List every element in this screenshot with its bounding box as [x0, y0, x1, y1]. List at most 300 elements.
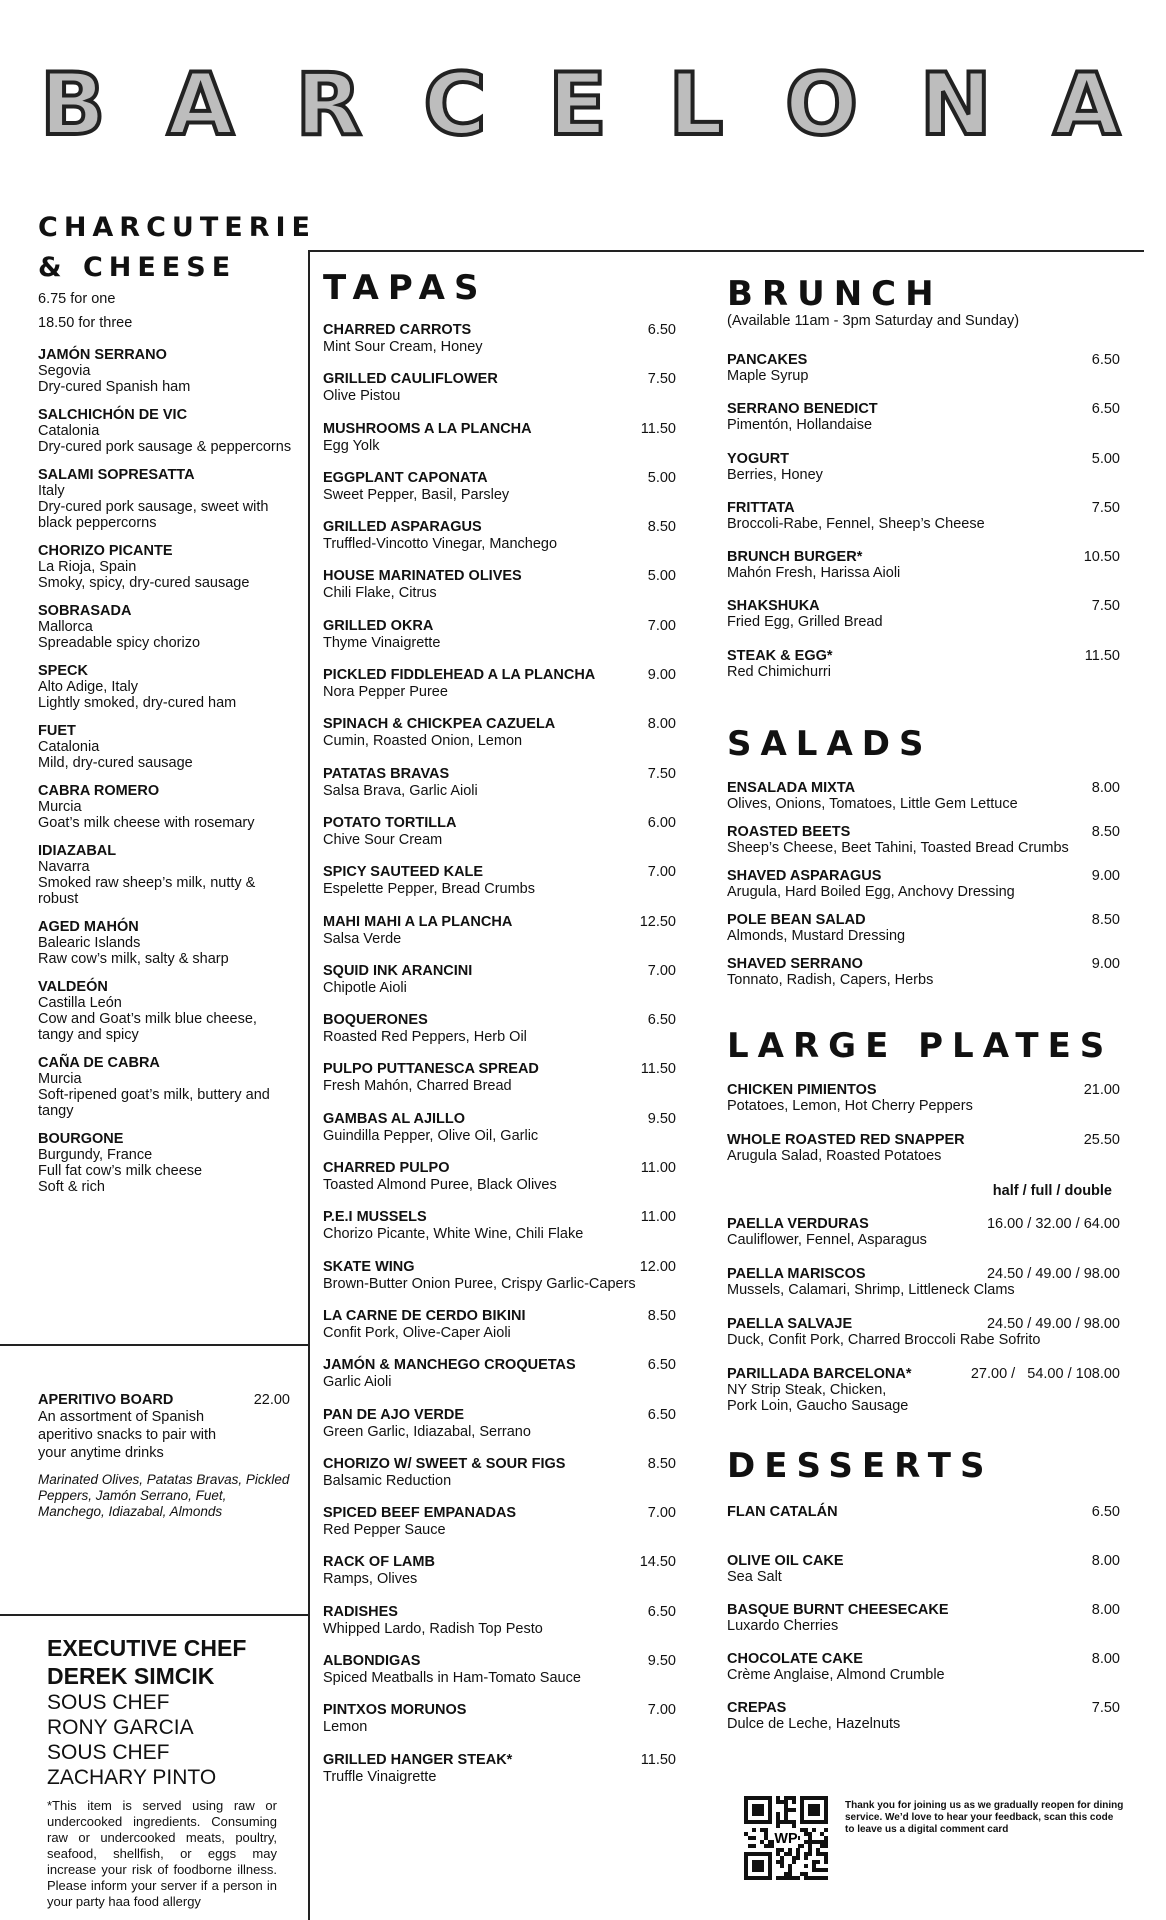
tapas-list: [323, 322, 676, 1801]
feedback-qr-code[interactable]: [744, 1796, 828, 1880]
item-price: 11.50: [640, 1061, 676, 1078]
sous-chef-name-1: RONY GARCIA: [47, 1716, 194, 1739]
qr-module: [824, 1840, 828, 1844]
qr-module: [812, 1876, 816, 1880]
charcuterie-item: [38, 543, 293, 591]
menu-item: [323, 1357, 676, 1406]
qr-module: [784, 1816, 788, 1820]
menu-item: [727, 598, 1120, 647]
paella-list: [727, 1216, 1120, 1366]
qr-module: [788, 1864, 792, 1868]
item-name: CHORIZO PICANTE: [38, 543, 173, 559]
qr-module: [764, 1836, 768, 1840]
item-price: 11.00: [640, 1160, 676, 1177]
qr-module: [808, 1840, 812, 1844]
menu-item: [727, 1553, 1120, 1602]
desserts-list: [727, 1504, 1120, 1749]
item-name: SKATE WING: [323, 1258, 415, 1275]
item-description: Chorizo Picante, White Wine, Chili Flake: [323, 1226, 584, 1243]
item-detail: Smoky, spicy, dry-cured sausage: [38, 575, 250, 591]
item-description: Truffle Vinaigrette: [323, 1768, 437, 1785]
qr-module: [816, 1876, 820, 1880]
qr-module: [776, 1824, 780, 1828]
menu-item: [727, 780, 1120, 824]
menu-item: [323, 963, 676, 1012]
item-name: PARILLADA BARCELONA*: [727, 1366, 912, 1382]
qr-module: [792, 1808, 796, 1812]
item-detail: Burgundy, France: [38, 1147, 153, 1163]
item-name: GRILLED CAULIFLOWER: [323, 371, 498, 388]
item-name: STEAK & EGG*: [727, 647, 833, 664]
qr-module: [816, 1840, 820, 1844]
item-price: 6.50: [1091, 352, 1120, 368]
item-description: Green Garlic, Idiazabal, Serrano: [323, 1423, 531, 1440]
qr-module: [788, 1808, 792, 1812]
item-detail: Mallorca: [38, 619, 93, 635]
menu-item: [323, 667, 676, 716]
qr-module: [788, 1852, 792, 1856]
menu-item: [323, 864, 676, 913]
qr-module: [824, 1876, 828, 1880]
item-detail: La Rioja, Spain: [38, 559, 137, 575]
qr-module: [792, 1856, 796, 1860]
item-detail: Murcia: [38, 1071, 82, 1087]
qr-module: [744, 1832, 748, 1836]
item-description: Crème Anglaise, Almond Crumble: [727, 1667, 945, 1683]
charcuterie-item: [38, 663, 293, 711]
qr-module: [808, 1832, 812, 1836]
item-price: 11.50: [1084, 647, 1120, 664]
qr-module: [784, 1820, 788, 1824]
item-name: WHOLE ROASTED RED SNAPPER: [727, 1132, 965, 1148]
item-price: 25.50: [1083, 1132, 1120, 1148]
item-name: P.E.I MUSSELS: [323, 1209, 427, 1226]
qr-module: [804, 1840, 808, 1844]
item-price: 8.00: [1091, 1553, 1120, 1569]
brand-letter: O: [784, 55, 859, 155]
item-description: Almonds, Mustard Dressing: [727, 928, 906, 944]
qr-module: [812, 1860, 816, 1864]
charcuterie-item: [38, 783, 293, 831]
exec-chef-name: DEREK SIMCIK: [47, 1663, 215, 1689]
menu-item: [727, 868, 1120, 912]
charcuterie-list: [38, 347, 293, 1195]
item-price: 8.50: [1091, 912, 1120, 928]
item-name: YOGURT: [727, 450, 790, 467]
item-price: 8.00: [1091, 1602, 1120, 1618]
qr-module: [780, 1848, 784, 1852]
menu-item: [323, 1061, 676, 1110]
qr-module: [784, 1876, 788, 1880]
qr-module: [752, 1860, 764, 1872]
menu-item: [727, 912, 1120, 956]
item-name: BOURGONE: [38, 1131, 124, 1147]
item-description: Mint Sour Cream, Honey: [323, 339, 483, 355]
menu-item: [323, 716, 676, 765]
qr-module: [808, 1848, 812, 1852]
qr-module: [796, 1852, 800, 1856]
menu-item: [323, 421, 676, 470]
item-name: PICKLED FIDDLEHEAD A LA PLANCHA: [323, 667, 596, 684]
item-description: Garlic Aioli: [323, 1374, 392, 1391]
item-name: SHAKSHUKA: [727, 598, 820, 615]
menu-item: [323, 371, 676, 420]
item-detail: Dry-cured pork sausage, sweet with black peppercorns: [38, 499, 269, 531]
item-price: 7.00: [647, 617, 676, 634]
charcuterie-section: [38, 287, 293, 1207]
item-price: 9.50: [647, 1653, 676, 1670]
menu-item: [323, 568, 676, 617]
item-description: Tonnato, Radish, Capers, Herbs: [727, 972, 934, 988]
item-detail: Catalonia: [38, 423, 100, 439]
item-name: SHAVED SERRANO: [727, 956, 863, 972]
charcuterie-item: [38, 1055, 293, 1119]
item-name: SERRANO BENEDICT: [727, 401, 878, 418]
item-price: 7.50: [647, 371, 676, 388]
menu-item: [727, 401, 1120, 450]
brand-letter: L: [668, 55, 724, 155]
item-price: 6.50: [1091, 1504, 1120, 1520]
qr-module: [808, 1876, 812, 1880]
aperitivo-desc: An assortment of Spanish aperitivo snacks to pair with your anytime drinks: [38, 1409, 217, 1461]
item-description: Broccoli-Rabe, Fennel, Sheep’s Cheese: [727, 515, 985, 532]
item-name: SHAVED ASPARAGUS: [727, 868, 882, 884]
qr-module: [804, 1872, 808, 1876]
aperitivo-detail: Marinated Olives, Patatas Bravas, Pickled Peppers, Jamón Serrano, Fuet, Manchego, Idiazabal, Almonds: [38, 1472, 290, 1519]
menu-item: [323, 1111, 676, 1160]
qr-module: [796, 1848, 800, 1852]
item-price: 10.50: [1083, 549, 1120, 566]
item-description: Balsamic Reduction: [323, 1472, 452, 1489]
item-detail: Goat’s milk cheese with rosemary: [38, 815, 255, 831]
qr-module: [824, 1828, 828, 1832]
item-name: SOBRASADA: [38, 603, 132, 619]
menu-item: [727, 648, 1120, 697]
qr-module: [800, 1872, 804, 1876]
qr-module: [788, 1868, 792, 1872]
qr-module: [804, 1864, 808, 1868]
item-detail: Dry-cured Spanish ham: [38, 379, 191, 395]
brand-letter: A: [1053, 55, 1120, 155]
qr-module: [812, 1840, 816, 1844]
item-name: PULPO PUTTANESCA SPREAD: [323, 1061, 539, 1078]
item-description: Pimentón, Hollandaise: [727, 417, 873, 434]
item-name: PAELLA VERDURAS: [727, 1216, 869, 1232]
item-name: OLIVE OIL CAKE: [727, 1553, 844, 1569]
item-name: SQUID INK ARANCINI: [323, 962, 473, 979]
item-name: MAHI MAHI A LA PLANCHA: [323, 913, 513, 930]
menu-item: [323, 1308, 676, 1357]
menu-item: [727, 1651, 1120, 1700]
item-price: 6.50: [647, 1406, 676, 1423]
item-description: Fried Egg, Grilled Bread: [727, 614, 883, 631]
qr-module: [824, 1860, 828, 1864]
item-price: 9.50: [647, 1110, 676, 1127]
menu-item: [323, 1752, 676, 1801]
menu-item: [323, 1554, 676, 1603]
raw-food-disclaimer: *This item is served using raw or undercooked ingredients. Consuming raw or undercooked meats, poultry, seafood, shellfish, or eggs may increase your risk of foodborne illness. Please inform your server if a person in your party haa food allergy: [47, 1798, 277, 1909]
menu-item: [727, 1504, 1120, 1553]
qr-module: [820, 1844, 824, 1848]
qr-module: [812, 1864, 816, 1868]
item-description: Toasted Almond Puree, Black Olives: [323, 1177, 557, 1194]
large-plates-list: [727, 1082, 1120, 1182]
item-price: 27.00 / 54.00 / 108.00: [970, 1366, 1120, 1382]
menu-item: [323, 1702, 676, 1751]
item-price: 24.50 / 49.00 / 98.00: [986, 1316, 1120, 1332]
item-description: Ramps, Olives: [323, 1571, 418, 1588]
menu-item: [323, 618, 676, 667]
item-description: Lemon: [323, 1719, 368, 1736]
charcuterie-heading: CHARCUTERIE & CHEESE: [38, 212, 316, 283]
item-price: 7.50: [1091, 598, 1120, 615]
menu-item: [727, 1216, 1120, 1266]
charcuterie-item: [38, 467, 293, 531]
item-description: Berries, Honey: [727, 466, 823, 483]
qr-module: [812, 1828, 816, 1832]
menu-item: [727, 1366, 1120, 1414]
menu-item: [727, 824, 1120, 868]
qr-module: [748, 1836, 752, 1840]
item-detail: Lightly smoked, dry-cured ham: [38, 695, 237, 711]
qr-module: [776, 1812, 780, 1816]
menu-item: [727, 1602, 1120, 1651]
qr-center-label: WP: [774, 1831, 798, 1848]
item-description: Espelette Pepper, Bread Crumbs: [323, 881, 535, 898]
qr-module: [752, 1828, 756, 1832]
qr-module: [784, 1808, 788, 1812]
qr-module: [804, 1856, 808, 1860]
item-price: 7.00: [647, 864, 676, 881]
qr-module: [776, 1860, 780, 1864]
item-detail: Catalonia: [38, 739, 100, 755]
qr-module: [824, 1852, 828, 1856]
qr-module: [792, 1796, 796, 1800]
qr-module: [816, 1868, 820, 1872]
qr-module: [776, 1800, 780, 1804]
qr-module: [796, 1856, 800, 1860]
item-name: RACK OF LAMB: [323, 1554, 435, 1571]
item-description: Cumin, Roasted Onion, Lemon: [323, 733, 523, 750]
item-name: SALAMI SOPRESATTA: [38, 467, 195, 483]
menu-item: [323, 1604, 676, 1653]
menu-item: [323, 1259, 676, 1308]
qr-module: [788, 1848, 792, 1852]
qr-module: [776, 1852, 780, 1856]
item-price: 5.00: [647, 469, 676, 486]
item-name: SPINACH & CHICKPEA CAZUELA: [323, 716, 556, 733]
item-description: Cauliflower, Fennel, Asparagus: [727, 1232, 927, 1248]
salads-list: [727, 780, 1120, 1000]
menu-item: [727, 549, 1120, 598]
qr-module: [776, 1848, 780, 1852]
brand-letter: E: [548, 55, 607, 155]
qr-module: [804, 1828, 808, 1832]
qr-module: [816, 1860, 820, 1864]
qr-module: [780, 1860, 784, 1864]
item-price: 8.00: [647, 716, 676, 733]
charcuterie-item: [38, 603, 293, 651]
qr-module: [808, 1836, 812, 1840]
item-price: 12.00: [639, 1258, 676, 1275]
column-divider-left: [308, 250, 310, 1920]
item-price: 7.00: [647, 962, 676, 979]
item-description: Sweet Pepper, Basil, Parsley: [323, 486, 510, 503]
qr-module: [820, 1868, 824, 1872]
item-price: 8.50: [647, 1307, 676, 1324]
menu-item: [323, 1407, 676, 1456]
qr-module: [816, 1848, 820, 1852]
item-price: 21.00: [1083, 1082, 1120, 1098]
qr-module: [760, 1828, 764, 1832]
item-price: 6.50: [647, 1357, 676, 1374]
charcuterie-item: [38, 407, 293, 455]
item-name: PAELLA MARISCOS: [727, 1266, 866, 1282]
brand-letter: C: [423, 55, 487, 155]
qr-module: [804, 1876, 808, 1880]
item-description: Arugula, Hard Boiled Egg, Anchovy Dressing: [727, 884, 1015, 900]
aperitivo-price: 22.00: [253, 1392, 290, 1408]
qr-code-graphic: [744, 1796, 828, 1880]
item-price: 14.50: [639, 1554, 676, 1571]
qr-module: [796, 1876, 800, 1880]
item-description: Spiced Meatballs in Ham-Tomato Sauce: [323, 1670, 581, 1687]
menu-item: [727, 1316, 1120, 1366]
item-name: MUSHROOMS A LA PLANCHA: [323, 420, 532, 437]
menu-item: [727, 352, 1120, 401]
item-price: 6.50: [1091, 401, 1120, 418]
item-price: 9.00: [1091, 868, 1120, 884]
qr-module: [788, 1872, 792, 1876]
qr-module: [792, 1824, 796, 1828]
item-name: FRITTATA: [727, 499, 795, 516]
item-description: Chive Sour Cream: [323, 831, 443, 848]
qr-module: [824, 1836, 828, 1840]
item-description: Fresh Mahón, Charred Bread: [323, 1078, 512, 1095]
item-name: CHOCOLATE CAKE: [727, 1651, 863, 1667]
qr-module: [824, 1844, 828, 1848]
qr-module: [816, 1852, 820, 1856]
qr-module: [824, 1868, 828, 1872]
aperitivo-board: [38, 1392, 290, 1520]
item-description: Pork Loin, Gaucho Sausage: [727, 1398, 909, 1414]
feedback-message: Thank you for joining us as we gradually reopen for dining service. We’d love to hear your feedback, scan this code to leave us a digital comment card: [845, 1800, 1124, 1835]
restaurant-name: [40, 55, 1120, 155]
item-name: ROASTED BEETS: [727, 824, 851, 840]
item-name: ALBONDIGAS: [323, 1653, 421, 1670]
item-price: 7.00: [647, 1505, 676, 1522]
menu-item: [727, 1082, 1120, 1132]
qr-module: [760, 1840, 764, 1844]
menu-item: [727, 500, 1120, 549]
item-price: 8.00: [1091, 780, 1120, 796]
tapas-section: [323, 268, 676, 1801]
item-name: FLAN CATALÁN: [727, 1504, 838, 1520]
item-name: CABRA ROMERO: [38, 783, 160, 799]
item-description: Luxardo Cherries: [727, 1618, 839, 1634]
item-description: Whipped Lardo, Radish Top Pesto: [323, 1620, 543, 1637]
qr-module: [820, 1852, 824, 1856]
item-description: Confit Pork, Olive-Caper Aioli: [323, 1324, 511, 1341]
qr-module: [808, 1844, 812, 1848]
qr-module: [792, 1876, 796, 1880]
qr-module: [788, 1820, 792, 1824]
charcuterie-item: [38, 919, 293, 967]
menu-item: [323, 519, 676, 568]
item-price: 9.00: [647, 667, 676, 684]
item-price: 7.50: [647, 765, 676, 782]
qr-module: [820, 1832, 824, 1836]
charcuterie-item: [38, 979, 293, 1043]
price-for-three: 18.50 for three: [38, 315, 133, 331]
menu-item: [727, 1700, 1120, 1749]
qr-module: [764, 1828, 768, 1832]
qr-module: [764, 1832, 768, 1836]
brand-letter: B: [40, 55, 106, 155]
item-description: Arugula Salad, Roasted Potatoes: [727, 1148, 942, 1164]
qr-module: [792, 1820, 796, 1824]
brunch-availability: (Available 11am - 3pm Saturday and Sunday): [727, 313, 1020, 329]
item-price: 24.50 / 49.00 / 98.00: [986, 1266, 1120, 1282]
menu-item: [323, 470, 676, 519]
item-name: SALCHICHÓN DE VIC: [38, 407, 188, 423]
item-name: VALDEÓN: [38, 979, 108, 995]
qr-module: [820, 1840, 824, 1844]
item-price: 11.50: [640, 420, 676, 437]
item-detail: Navarra: [38, 859, 90, 875]
aperitivo-name: APERITIVO BOARD: [38, 1392, 174, 1408]
item-name: HOUSE MARINATED OLIVES: [323, 568, 522, 585]
item-description: Red Chimichurri: [727, 663, 831, 680]
item-description: Olive Pistou: [323, 388, 401, 405]
qr-module: [776, 1820, 780, 1824]
item-name: SPICED BEEF EMPANADAS: [323, 1505, 517, 1522]
item-name: RADISHES: [323, 1603, 398, 1620]
menu-item: [323, 1012, 676, 1061]
qr-module: [788, 1796, 792, 1800]
item-price: 7.50: [1091, 499, 1120, 516]
item-name: GRILLED HANGER STEAK*: [323, 1751, 513, 1768]
qr-module: [764, 1844, 768, 1848]
qr-module: [784, 1804, 788, 1808]
large-plates-heading: LARGE PLATES: [727, 1026, 1114, 1066]
item-description: Chipotle Aioli: [323, 979, 407, 996]
qr-module: [780, 1800, 784, 1804]
qr-module: [820, 1876, 824, 1880]
item-detail: Murcia: [38, 799, 82, 815]
item-name: ENSALADA MIXTA: [727, 780, 856, 796]
item-price: 5.00: [1091, 450, 1120, 467]
item-name: AGED MAHÓN: [38, 919, 139, 935]
item-name: EGGPLANT CAPONATA: [323, 469, 488, 486]
item-name: BASQUE BURNT CHEESECAKE: [727, 1602, 949, 1618]
menu-item: [323, 914, 676, 963]
item-price: 12.50: [639, 913, 676, 930]
chef-credits: [47, 1634, 277, 1910]
charcuterie-item: [38, 347, 293, 395]
item-name: PAN DE AJO VERDE: [323, 1406, 464, 1423]
item-price: 8.50: [647, 1455, 676, 1472]
item-name: IDIAZABAL: [38, 843, 117, 859]
item-name: LA CARNE DE CERDO BIKINI: [323, 1307, 526, 1324]
item-price: 6.00: [647, 814, 676, 831]
item-description: Guindilla Pepper, Olive Oil, Garlic: [323, 1127, 539, 1144]
item-price: 11.50: [640, 1751, 676, 1768]
item-name: PAELLA SALVAJE: [727, 1316, 853, 1332]
sous-chef-title-1: SOUS CHEF: [47, 1691, 170, 1714]
qr-module: [812, 1868, 816, 1872]
qr-module: [768, 1844, 772, 1848]
